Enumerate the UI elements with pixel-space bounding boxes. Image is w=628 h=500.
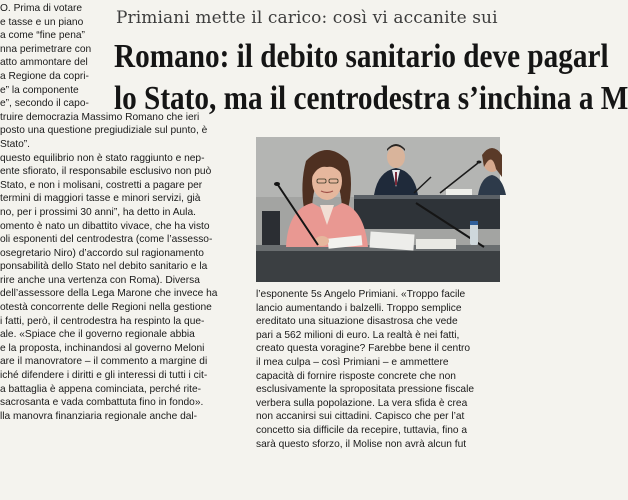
- left-column-line: ente sfiorato, il responsabile esclusivo non può: [0, 166, 212, 178]
- left-column-line: posto una questione pregiudiziale sul punto, è: [0, 125, 208, 137]
- left-column-line: iché difendere i diritti e gli interessi di tutti i cit-: [0, 370, 208, 382]
- left-column-line: a come “fine pena”: [0, 30, 85, 42]
- left-column-line: oli esponenti del centrodestra (come l’assesso-: [0, 234, 213, 246]
- left-column-line: dell’assessore della Lega Marone che invece ha: [0, 288, 218, 300]
- left-column-line: e”, secondo il capo-: [0, 98, 89, 110]
- left-column-line: osegretario Niro) d’accordo sul ragionamento: [0, 247, 204, 259]
- left-column-line: are il manovratore – il commento a margine di: [0, 356, 208, 368]
- left-column-line: ponsabilità dello Stato nel debito sanitario e la: [0, 261, 208, 273]
- council-meeting-photo: [256, 137, 500, 282]
- left-column-line: rire anche una vertenza con Roma). Diversa: [0, 274, 200, 286]
- left-column-line: a battaglia è appena cominciata, perché rite-: [0, 383, 202, 395]
- right-column-line: creato questa voragine? Farebbe bene il centro: [256, 343, 471, 355]
- right-column-line: sarà questo sforzo, il Molise non avrà alcun fut: [256, 438, 467, 450]
- left-column-line: e tasse e un piano: [0, 16, 84, 28]
- left-column-line: termini di maggiori tasse e minori servizi, già: [0, 193, 201, 205]
- right-column-line: capacità di fornire risposte concrete che non: [256, 370, 456, 382]
- right-column-line: il mea culpa – così Primiani – e ammettere: [256, 356, 449, 368]
- left-column-line: Stato, e non i molisani, costretti a pagare per: [0, 179, 203, 191]
- right-column-line: ereditato una situazione disastrosa che vede: [256, 316, 458, 328]
- right-column-line: l’esponente 5s Angelo Primiani. «Troppo facile: [256, 289, 466, 300]
- right-column-line: lancio aumentando i balzelli. Troppo semplice: [256, 302, 462, 314]
- left-column-line: i fatti, però, il centrodestra ha respinto la que-: [0, 315, 205, 327]
- left-column-line: O. Prima di votare: [0, 3, 83, 14]
- left-column-line: nna perimetrare con: [0, 43, 92, 55]
- left-column-line: omento è nato un dibattito vivace, che ha visto: [0, 220, 210, 232]
- right-column-line: concetto sia difficile da recepire, tuttavia, fino a: [256, 424, 468, 436]
- right-column-line: non accanirsi sui cittadini. Capisco che per l’at: [256, 411, 465, 423]
- left-column-line: truire democrazia Massimo Romano che ieri: [0, 111, 200, 123]
- right-column-line: esclusivamente la spropositata pressione fiscale: [256, 384, 475, 396]
- left-column-line: ale. «Spiace che il governo regionale abbia: [0, 329, 195, 341]
- left-column-line: lla manovra finanziaria regionale anche dal-: [0, 410, 198, 422]
- left-column-line: otestà concorrente delle Regioni nella gestione: [0, 302, 212, 314]
- article-kicker: Primiani mette il carico: così vi accanite sui: [116, 8, 498, 28]
- left-column-line: e” la componente: [0, 84, 79, 96]
- article-photo: [256, 137, 500, 282]
- article-headline-line-1: Romano: il debito sanitario deve pagarl: [114, 38, 609, 75]
- article-right-column: [256, 288, 500, 488]
- right-column-line: pari a 562 milioni di euro. La realtà è nei fatti,: [256, 329, 460, 341]
- article-headline-line-2: lo Stato, ma il centrodestra s’inchina a M: [114, 80, 628, 117]
- left-column-line: no, per i prossimi 30 anni”, ha detto in Aula.: [0, 206, 196, 218]
- left-column-line: Stato”.: [0, 138, 31, 150]
- right-column-line: verbera sulla popolazione. La vera sfida è crea: [256, 397, 468, 409]
- left-column-line: a Regione da copri-: [0, 70, 89, 82]
- left-column-line: questo equilibrio non è stato raggiunto e nep-: [0, 152, 205, 164]
- left-column-line: e la proposta, inchinandosi al governo Meloni: [0, 342, 205, 354]
- left-column-line: atto ammontare del: [0, 57, 88, 69]
- left-column-line: sacrosanta e vada combattuta fino in fondo».: [0, 397, 204, 409]
